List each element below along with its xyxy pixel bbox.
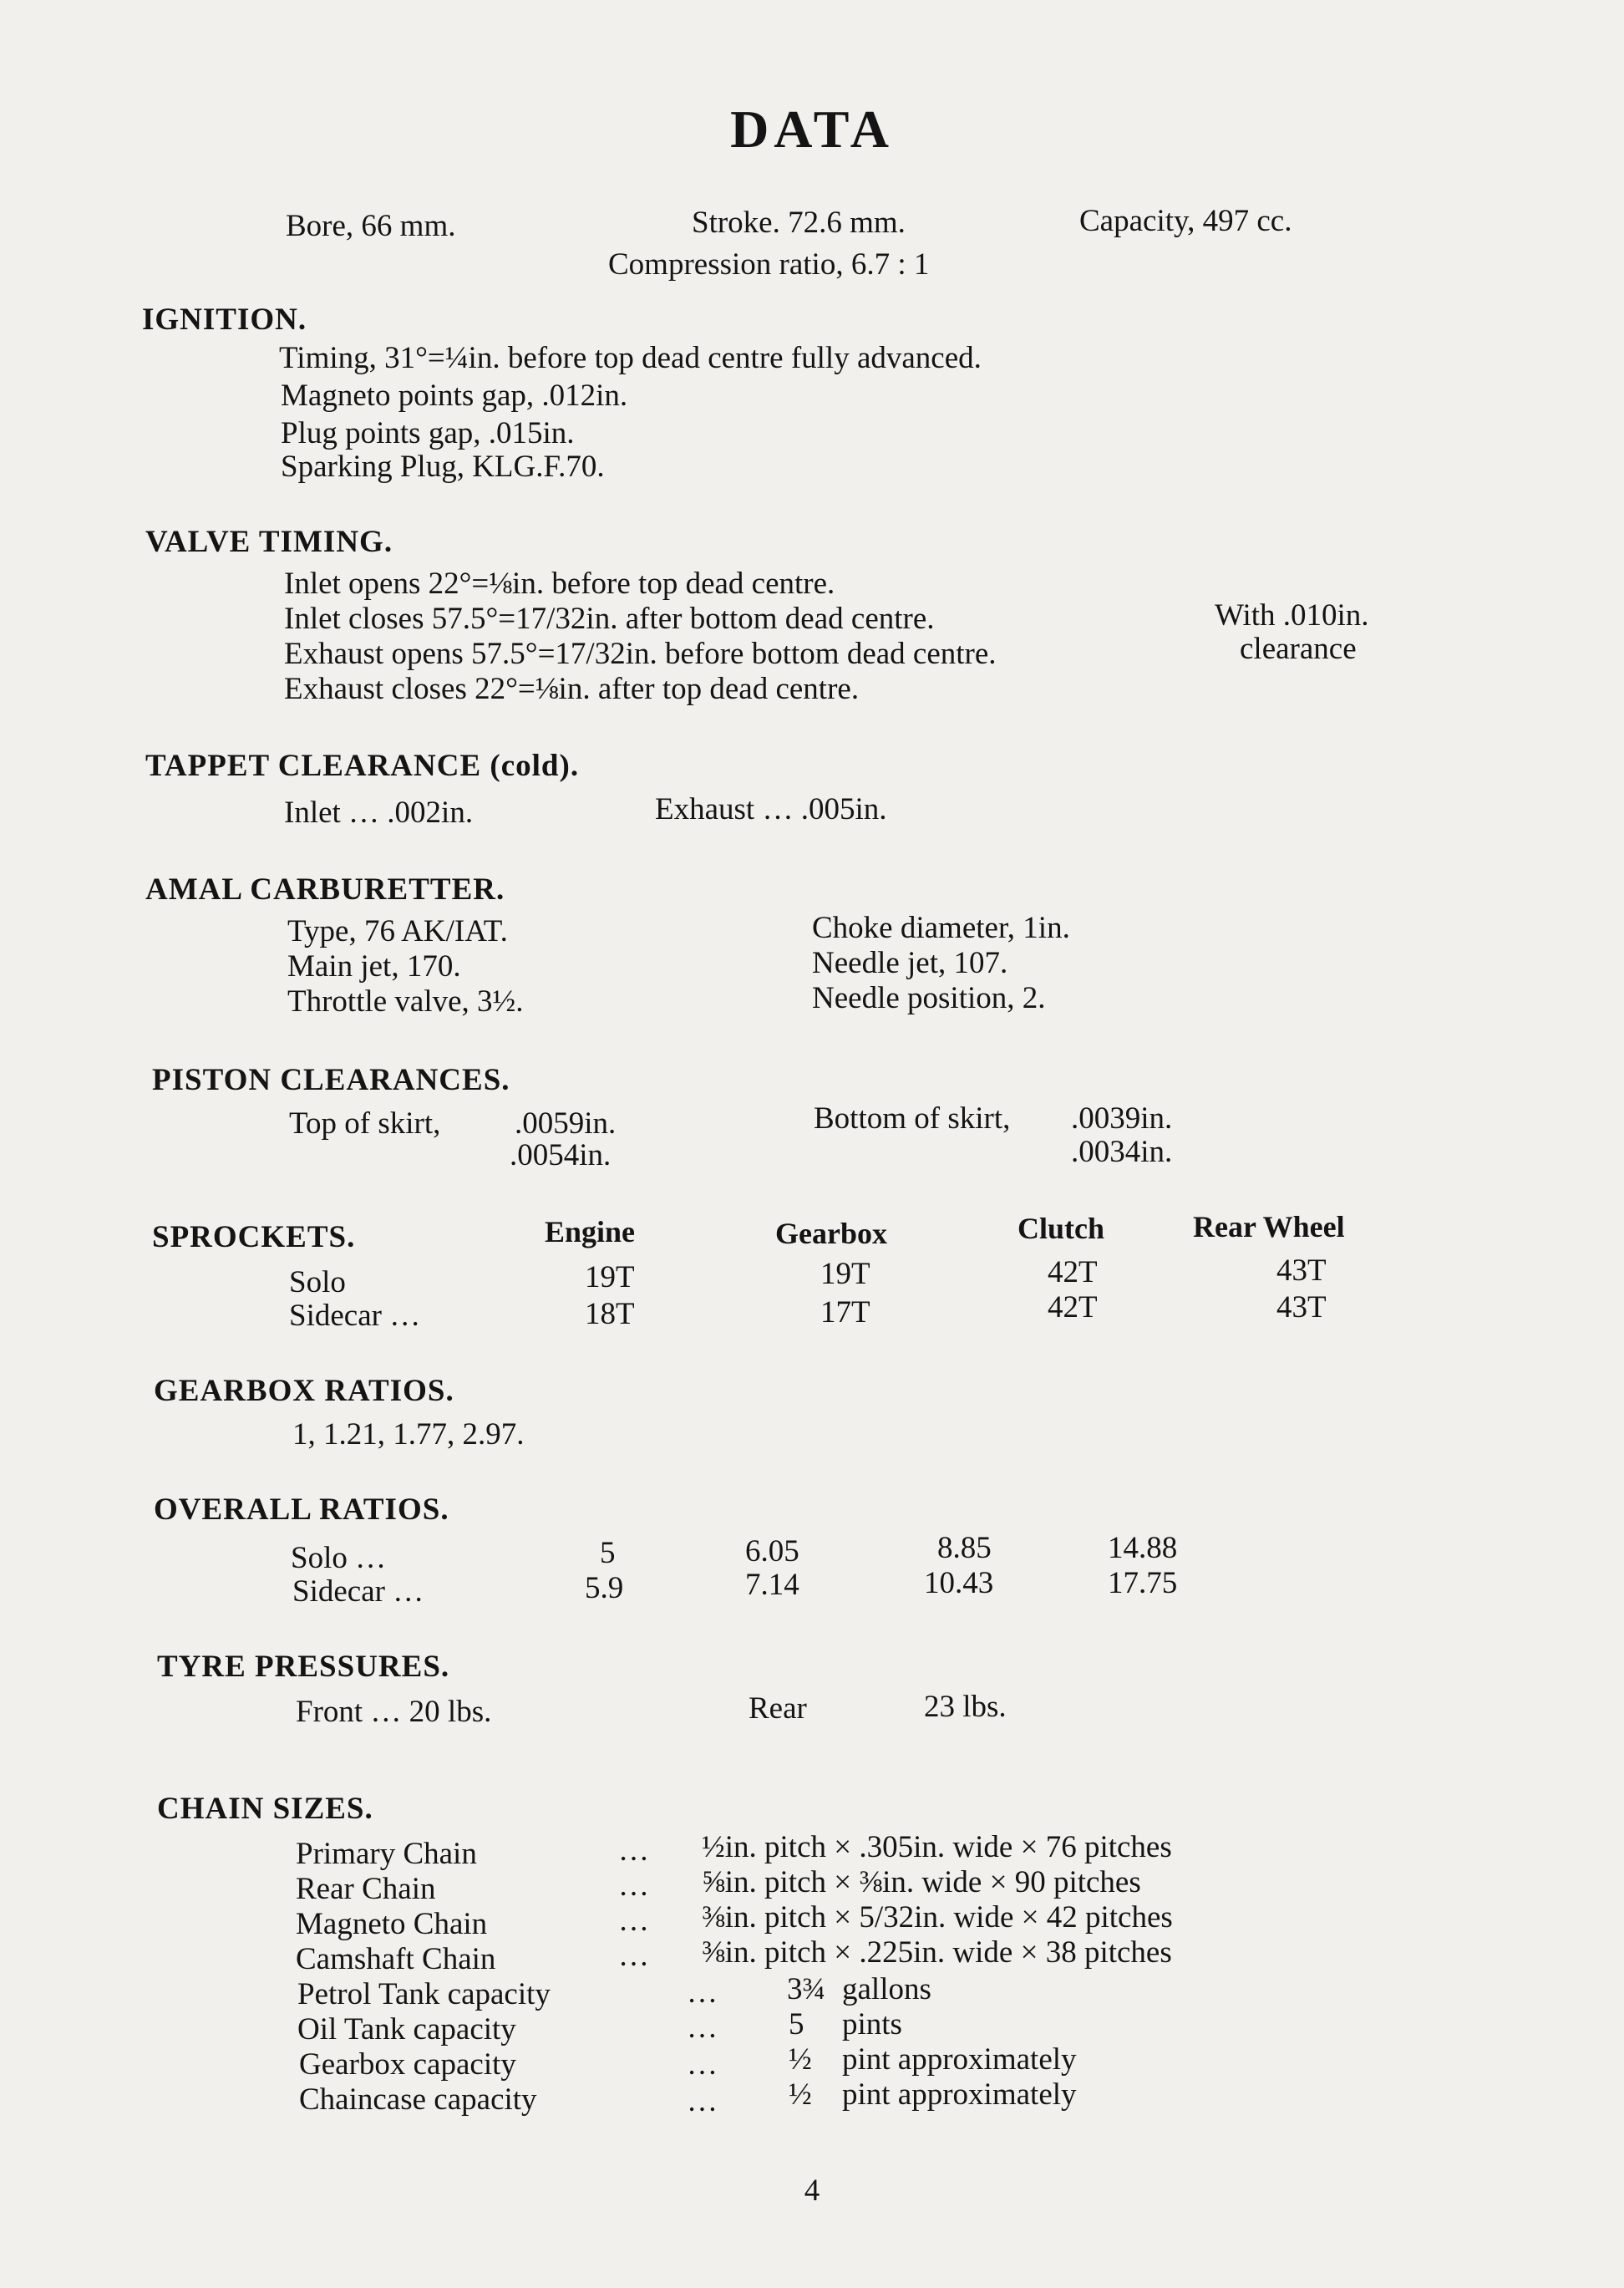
carburetter-spec: Needle position, 2. <box>812 981 1046 1015</box>
piston-top-value: .0059in. <box>515 1106 617 1141</box>
carburetter-heading: AMAL CARBURETTER. <box>145 872 505 907</box>
tappet-exhaust: Exhaust … .005in. <box>655 792 887 826</box>
compression-ratio: Compression ratio, 6.7 : 1 <box>608 247 930 282</box>
tyre-pressure-front: Front … 20 lbs. <box>296 1695 492 1729</box>
overall-ratios-heading: OVERALL RATIOS. <box>154 1492 449 1527</box>
sprockets-cell: 43T <box>1276 1253 1327 1288</box>
carburetter-spec: Choke diameter, 1in. <box>812 911 1070 945</box>
chain-label: Primary Chain <box>296 1837 477 1871</box>
stroke-spec: Stroke. 72.6 mm. <box>692 206 906 240</box>
capacity-dots: … <box>687 1975 718 2010</box>
overall-ratios-cell: 8.85 <box>937 1531 992 1565</box>
piston-top-label: Top of skirt, <box>289 1106 441 1141</box>
chain-dots: … <box>618 1904 649 1938</box>
tyre-pressures-heading: TYRE PRESSURES. <box>157 1650 450 1684</box>
chain-size: ⅝in. pitch × ⅜in. wide × 90 pitches <box>702 1865 1141 1899</box>
tyre-pressure-rear-label: Rear <box>749 1691 807 1726</box>
gearbox-ratios-heading: GEARBOX RATIOS. <box>154 1374 454 1408</box>
overall-ratios-cell: 5 <box>600 1536 616 1570</box>
sprockets-cell: 42T <box>1048 1290 1098 1324</box>
chain-size: ⅜in. pitch × .225in. wide × 38 pitches <box>702 1935 1172 1970</box>
capacity-unit: pint approximately <box>842 2077 1077 2112</box>
carburetter-spec: Needle jet, 107. <box>812 946 1008 980</box>
capacity-spec: Capacity, 497 cc. <box>1079 204 1292 238</box>
valve-timing-line: Exhaust closes 22°=⅛in. after top dead centre. <box>284 672 860 706</box>
sprockets-row-label: Solo <box>289 1265 346 1299</box>
piston-bottom-value: .0039in. <box>1071 1101 1173 1136</box>
valve-clearance-note: clearance <box>1240 632 1357 666</box>
bore-spec: Bore, 66 mm. <box>286 209 456 243</box>
sprockets-cell: 17T <box>820 1295 870 1330</box>
chain-label: Magneto Chain <box>296 1907 488 1941</box>
sprockets-cell: 19T <box>585 1260 635 1294</box>
chain-size: ½in. pitch × .305in. wide × 76 pitches <box>702 1830 1172 1864</box>
overall-ratios-cell: 5.9 <box>585 1571 624 1605</box>
capacity-quantity: 3¾ <box>787 1972 826 2006</box>
sprockets-cell: 18T <box>585 1297 635 1331</box>
sprockets-cell: 42T <box>1048 1255 1098 1289</box>
capacity-dots: … <box>687 2047 718 2082</box>
capacity-label: Chaincase capacity <box>299 2082 537 2117</box>
capacity-quantity: 5 <box>789 2007 804 2041</box>
chain-label: Camshaft Chain <box>296 1942 496 1976</box>
chain-label: Rear Chain <box>296 1872 436 1906</box>
valve-timing-line: Exhaust opens 57.5°=17/32in. before bottom dead centre. <box>284 637 997 671</box>
carburetter-spec: Throttle valve, 3½. <box>287 984 524 1019</box>
chain-dots: … <box>618 1939 649 1973</box>
piston-heading: PISTON CLEARANCES. <box>152 1063 510 1097</box>
overall-ratios-row-label: Solo … <box>291 1541 387 1575</box>
sprockets-column-header: Clutch <box>1018 1212 1105 1245</box>
ignition-line: Timing, 31°=¼in. before top dead centre fully advanced. <box>279 341 982 375</box>
capacity-dots: … <box>687 2084 718 2118</box>
capacity-unit: pints <box>842 2007 902 2041</box>
capacity-label: Petrol Tank capacity <box>297 1977 551 2011</box>
ignition-line: Magneto points gap, .012in. <box>281 379 628 413</box>
piston-bottom-value: .0034in. <box>1071 1135 1173 1169</box>
capacity-unit: gallons <box>842 1972 931 2006</box>
tyre-pressure-rear-value: 23 lbs. <box>924 1690 1007 1724</box>
ignition-line: Sparking Plug, KLG.F.70. <box>281 450 605 484</box>
sprockets-row-label: Sidecar … <box>289 1299 421 1333</box>
carburetter-spec: Main jet, 170. <box>287 949 461 984</box>
overall-ratios-cell: 17.75 <box>1108 1566 1178 1600</box>
valve-timing-heading: VALVE TIMING. <box>145 525 393 559</box>
sprockets-column-header: Gearbox <box>775 1217 887 1250</box>
piston-bottom-label: Bottom of skirt, <box>814 1101 1011 1136</box>
tappet-inlet: Inlet … .002in. <box>284 796 474 830</box>
piston-top-value: .0054in. <box>510 1138 612 1172</box>
overall-ratios-cell: 14.88 <box>1108 1531 1178 1565</box>
valve-timing-line: Inlet closes 57.5°=17/32in. after bottom dead centre. <box>284 602 935 636</box>
sprockets-cell: 43T <box>1276 1290 1327 1324</box>
overall-ratios-cell: 10.43 <box>924 1566 994 1600</box>
sprockets-column-header: Rear Wheel <box>1193 1210 1345 1243</box>
chain-dots: … <box>618 1833 649 1868</box>
chain-sizes-heading: CHAIN SIZES. <box>157 1792 373 1826</box>
overall-ratios-cell: 7.14 <box>745 1568 799 1602</box>
carburetter-spec: Type, 76 AK/IAT. <box>287 914 508 948</box>
capacity-label: Gearbox capacity <box>299 2047 516 2082</box>
chain-size: ⅜in. pitch × 5/32in. wide × 42 pitches <box>702 1900 1173 1935</box>
capacity-dots: … <box>687 2011 718 2045</box>
sprockets-heading: SPROCKETS. <box>152 1220 356 1254</box>
ignition-heading: IGNITION. <box>142 303 307 337</box>
chain-dots: … <box>618 1869 649 1903</box>
overall-ratios-row-label: Sidecar … <box>292 1574 424 1609</box>
capacity-label: Oil Tank capacity <box>297 2012 516 2046</box>
page-title: DATA <box>730 99 894 159</box>
overall-ratios-cell: 6.05 <box>745 1534 799 1569</box>
capacity-quantity: ½ <box>789 2077 812 2112</box>
capacity-unit: pint approximately <box>842 2042 1077 2077</box>
page-number: 4 <box>804 2174 820 2208</box>
capacity-quantity: ½ <box>789 2042 812 2077</box>
sprockets-column-header: Engine <box>545 1215 636 1248</box>
tappet-heading: TAPPET CLEARANCE (cold). <box>145 749 580 783</box>
ignition-line: Plug points gap, .015in. <box>281 416 575 450</box>
valve-timing-line: Inlet opens 22°=⅛in. before top dead centre. <box>284 567 835 601</box>
gearbox-ratios-values: 1, 1.21, 1.77, 2.97. <box>292 1417 525 1452</box>
valve-clearance-note: With .010in. <box>1215 598 1369 633</box>
sprockets-cell: 19T <box>820 1257 870 1291</box>
